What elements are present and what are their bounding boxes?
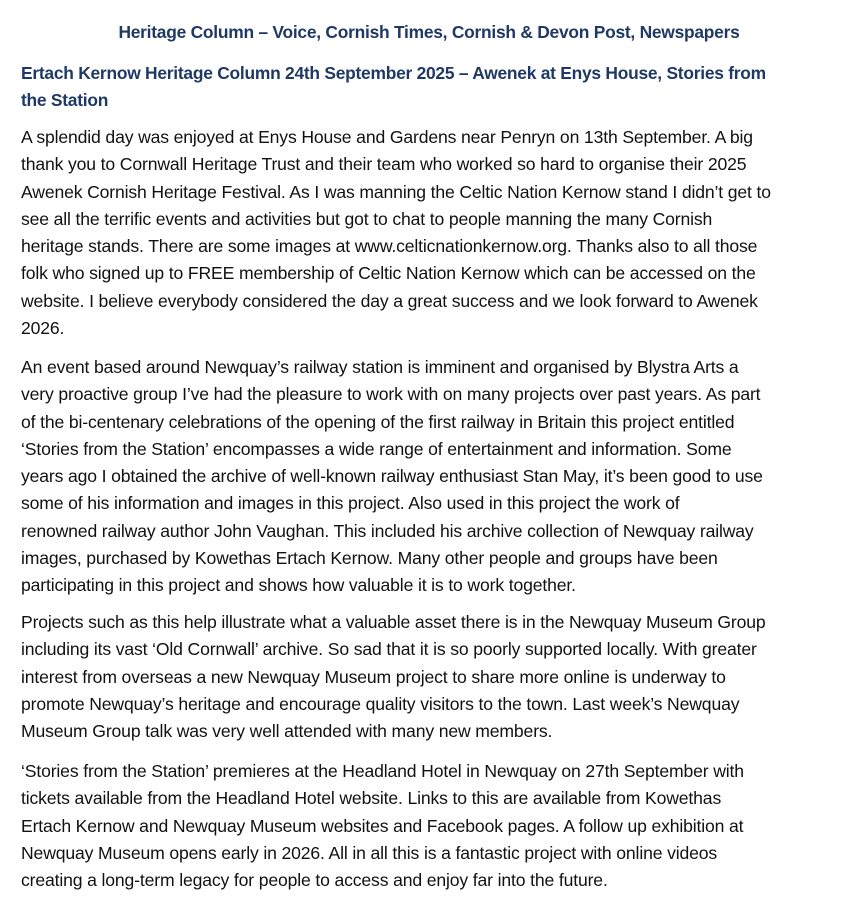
paragraph-line: years ago I obtained the archive of well-known railway enthusiast Stan May, it’s been good to use xyxy=(21,466,763,487)
paragraph-premiere xyxy=(21,758,744,894)
paragraph-line: Projects such as this help illustrate what a valuable asset there is in the Newquay Museum Group xyxy=(21,612,766,632)
paragraph-line: very proactive group I’ve had the pleasure to work with on many projects over past years. As part xyxy=(21,384,761,405)
paragraph-line: Awenek Cornish Heritage Festival. As I was manning the Celtic Nation Kernow stand I didn’t get to xyxy=(21,181,771,202)
paragraph-line: creating a long-term legacy for people to access and enjoy far into the future. xyxy=(21,870,608,891)
paragraph-line: Ertach Kernow and Newquay Museum websites and Facebook pages. A follow up exhibition at xyxy=(21,815,744,836)
column-title: Heritage Column – Voice, Cornish Times, Cornish & Devon Post, Newspapers xyxy=(118,22,740,42)
article-title xyxy=(21,60,766,114)
paragraph-line: An event based around Newquay’s railway station is imminent and organised by Blystra Arts a xyxy=(21,357,739,377)
paragraph-line: 2026. xyxy=(21,318,65,339)
paragraph-line: images, purchased by Kowethas Ertach Kernow. Many other people and groups have been xyxy=(21,548,718,569)
paragraph-line: of the bi-centenary celebrations of the opening of the first railway in Britain this project entitled xyxy=(21,411,735,432)
paragraph-line: Museum Group talk was very well attended with many new members. xyxy=(21,721,553,742)
paragraph-line: thank you to Cornwall Heritage Trust and their team who worked so hard to organise their 2025 xyxy=(21,154,747,175)
paragraph-awenek xyxy=(21,124,771,342)
paragraph-line: including its vast ‘Old Cornwall’ archive. So sad that it is so poorly supported locally. With greater xyxy=(21,639,757,660)
paragraph-line: Newquay Museum opens early in 2026. All in all this is a fantastic project with online videos xyxy=(21,842,718,863)
article-title-line: Ertach Kernow Heritage Column 24th September 2025 – Awenek at Enys House, Stories from xyxy=(21,63,766,83)
paragraph-line: ‘Stories from the Station’ encompasses a wide range of entertainment and information. Some xyxy=(21,438,732,459)
paragraph-line: heritage stands. There are some images at www.celticnationkernow.org. Thanks also to all those xyxy=(21,236,758,257)
paragraph-line: A splendid day was enjoyed at Enys House and Gardens near Penryn on 13th September. A big xyxy=(21,127,753,147)
paragraph-stories-from-station xyxy=(21,354,763,600)
paragraph-line: ‘Stories from the Station’ premieres at the Headland Hotel in Newquay on 27th September with xyxy=(21,761,744,781)
article-title-line: the Station xyxy=(21,90,109,110)
paragraph-line: some of his information and images in this project. Also used in this project the work of xyxy=(21,493,680,514)
paragraph-line: participating in this project and shows how valuable it is to work together. xyxy=(21,575,576,596)
paragraph-newquay-museum xyxy=(21,609,765,745)
paragraph-line: interest from overseas a new Newquay Museum project to share more online is underway to xyxy=(21,666,726,687)
paragraph-line: folk who signed up to FREE membership of Celtic Nation Kernow which can be accessed on the xyxy=(21,263,756,284)
paragraph-line: website. I believe everybody considered the day a great success and we look forward to Awenek xyxy=(21,290,758,311)
paragraph-line: renowned railway author John Vaughan. This included his archive collection of Newquay railway xyxy=(21,520,754,541)
paragraph-line: see all the terrific events and activities but got to chat to people manning the many Cornish xyxy=(21,208,713,229)
paragraph-line: tickets available from the Headland Hotel website. Links to this are available from Kowethas xyxy=(21,788,722,809)
paragraph-line: promote Newquay’s heritage and encourage quality visitors to the town. Last week’s Newquay xyxy=(21,693,740,714)
